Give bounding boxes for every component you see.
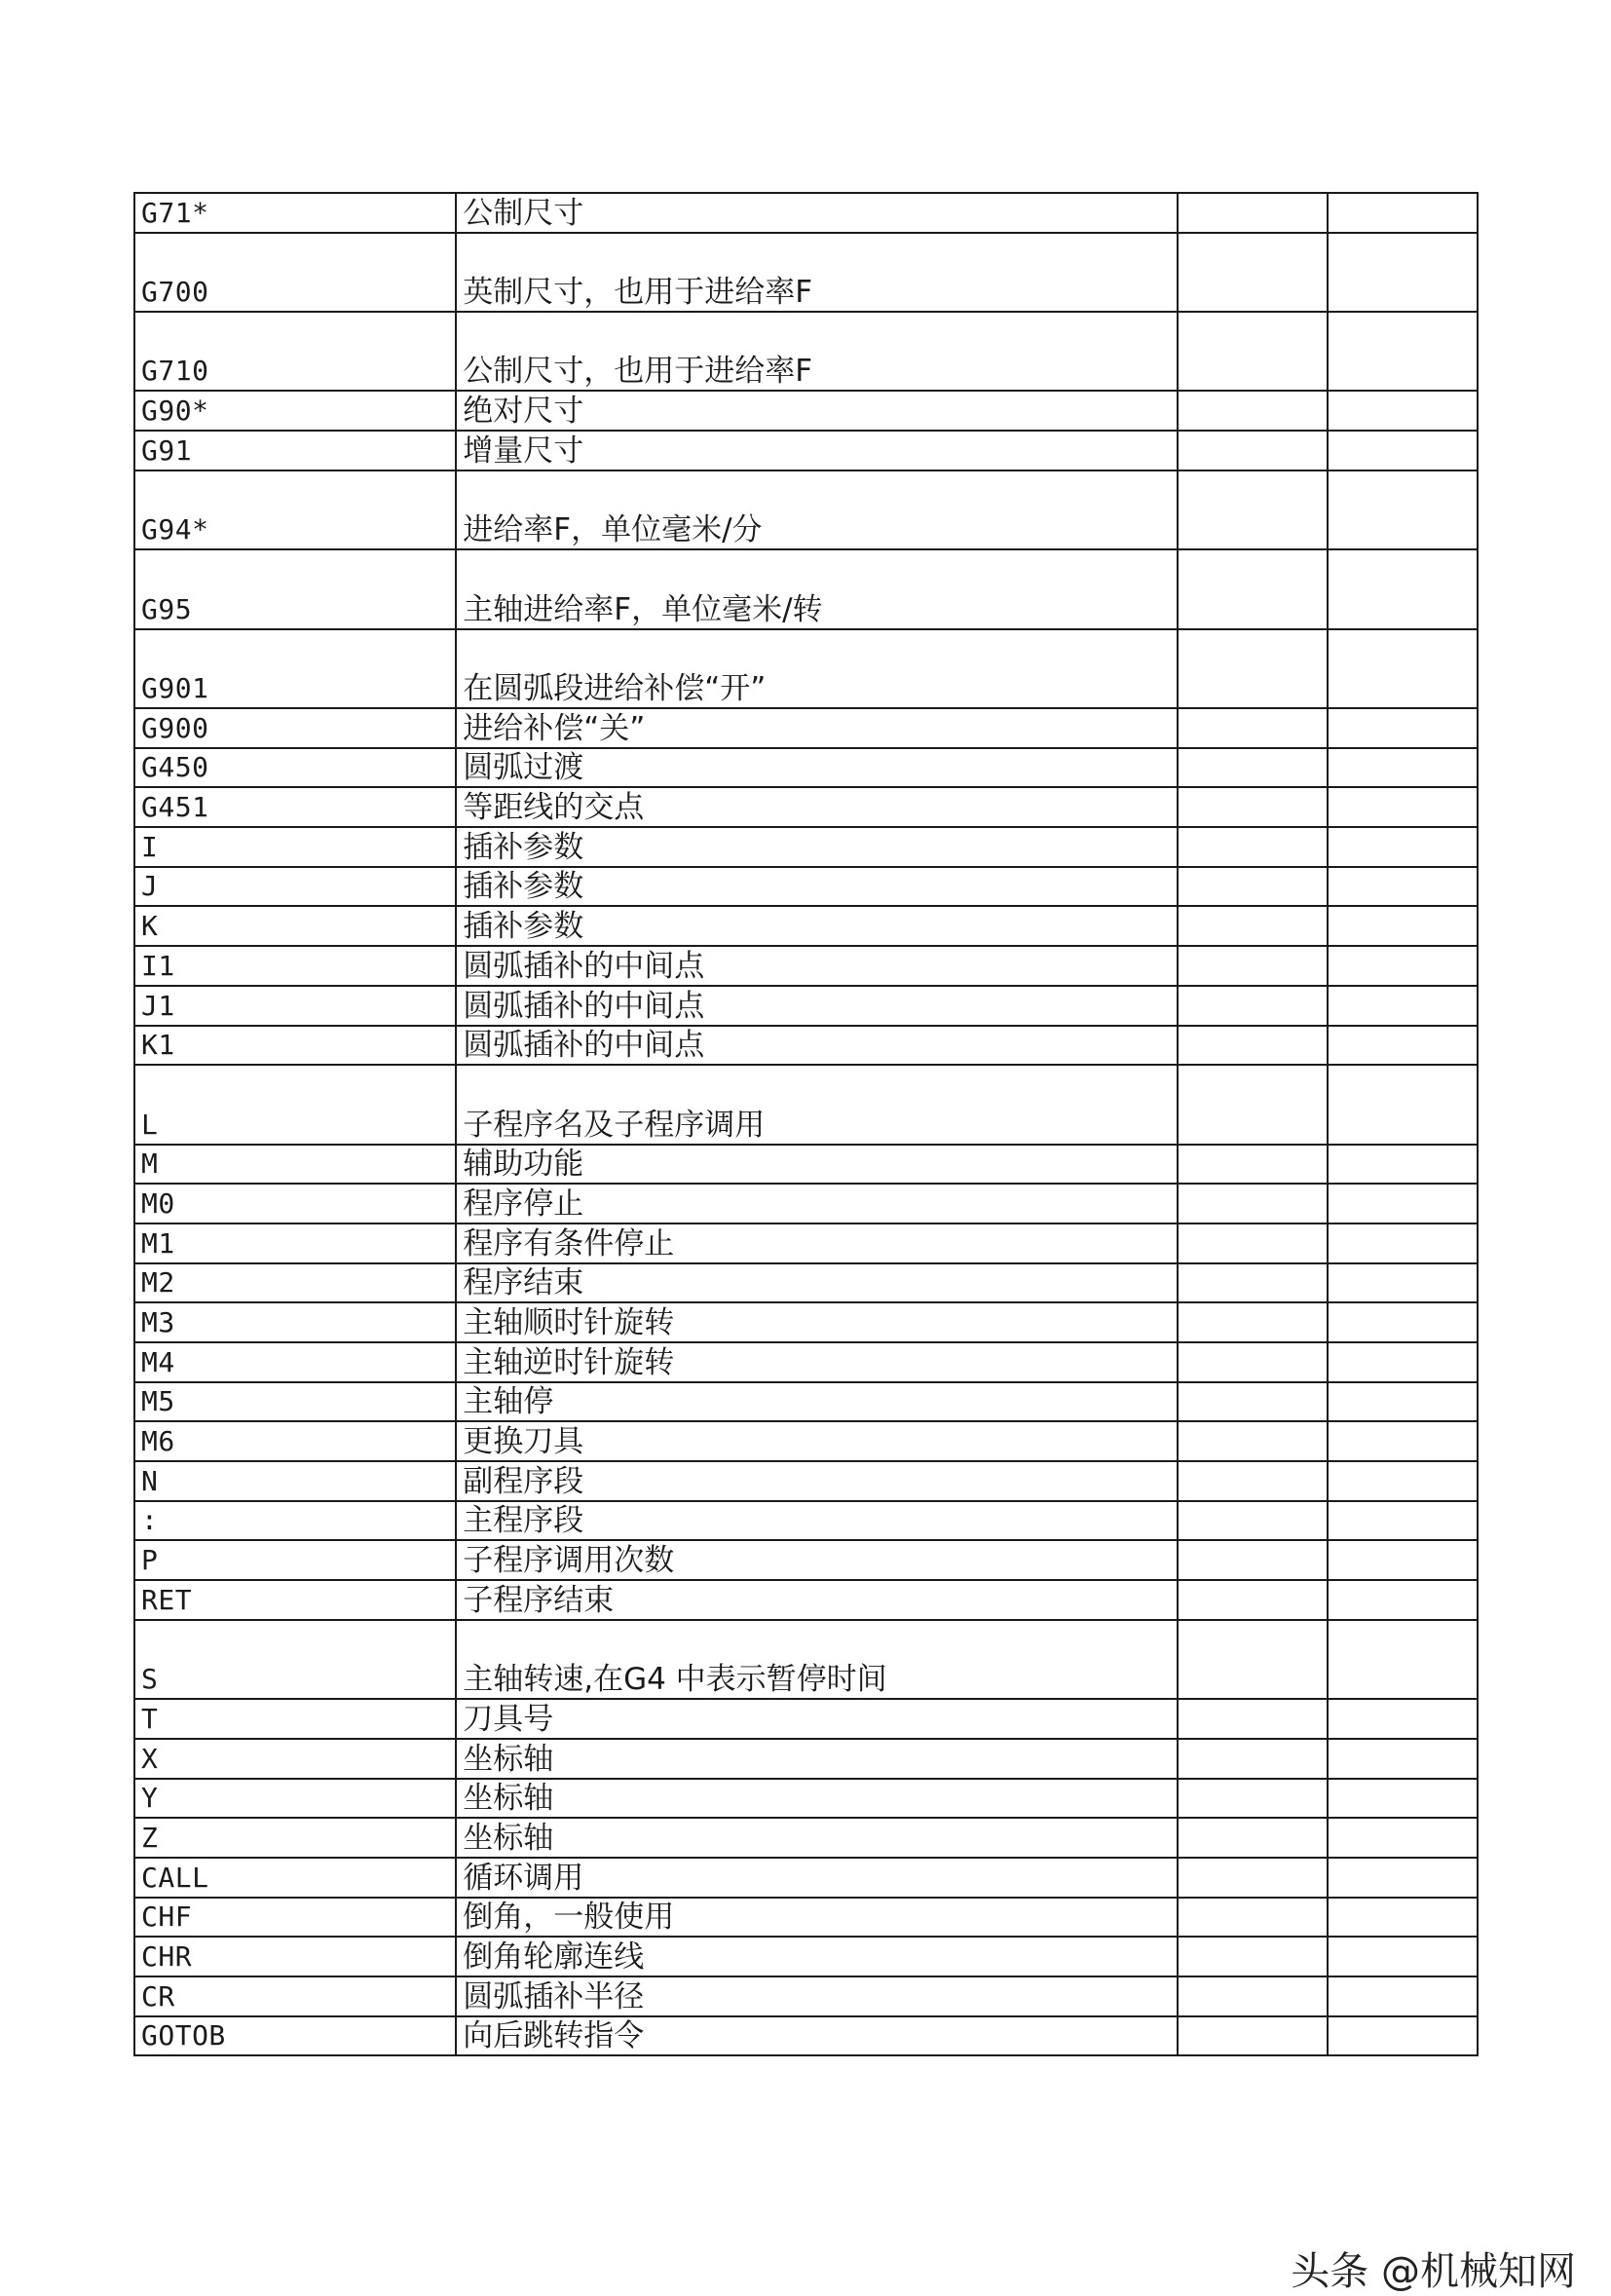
empty-cell [1178,1580,1328,1620]
table-row [134,391,1478,431]
empty-cell [1328,431,1478,470]
command-description-cell: 刀具号 [456,1699,1178,1739]
empty-cell [1178,1421,1328,1461]
table-row [134,867,1478,907]
empty-cell [1178,431,1328,470]
empty-cell [1328,1898,1478,1938]
command-code-cell: Y [134,1779,456,1819]
command-code-cell: G901 [134,629,456,708]
command-code-cell: M0 [134,1184,456,1223]
command-code-cell: G95 [134,549,456,628]
empty-cell [1328,2016,1478,2056]
empty-cell [1178,1382,1328,1422]
empty-cell [1328,787,1478,827]
command-table [133,192,1479,2056]
empty-cell [1178,708,1328,748]
command-code-cell: M2 [134,1263,456,1303]
command-code-cell: I1 [134,946,456,986]
command-description-cell: 圆弧过渡 [456,748,1178,788]
command-description-cell: 倒角，一般使用 [456,1898,1178,1938]
empty-cell [1178,391,1328,431]
command-description-cell: 更换刀具 [456,1421,1178,1461]
command-code-cell: CHR [134,1937,456,1976]
command-code-cell: J1 [134,986,456,1026]
empty-cell [1328,1501,1478,1541]
table-row [134,1898,1478,1938]
empty-cell [1178,1976,1328,2016]
empty-cell [1178,1184,1328,1223]
command-description-cell: 坐标轴 [456,1739,1178,1779]
table-row [134,748,1478,788]
table-row [134,1858,1478,1898]
table-row [134,629,1478,708]
empty-cell [1328,748,1478,788]
command-code-cell: L [134,1065,456,1144]
command-code-cell: X [134,1739,456,1779]
command-code-cell: K1 [134,1026,456,1066]
command-description-cell: 进给率F，单位毫米/分 [456,470,1178,549]
table-row [134,787,1478,827]
command-description-cell: 程序停止 [456,1184,1178,1223]
command-description-cell: 圆弧插补半径 [456,1976,1178,2016]
empty-cell [1328,1065,1478,1144]
empty-cell [1178,1302,1328,1342]
command-code-cell: G900 [134,708,456,748]
empty-cell [1328,1302,1478,1342]
command-code-cell: G94* [134,470,456,549]
empty-cell [1178,1461,1328,1501]
command-description-cell: 插补参数 [456,867,1178,907]
empty-cell [1328,1937,1478,1976]
empty-cell [1178,1937,1328,1976]
command-code-cell: M4 [134,1342,456,1382]
command-description-cell: 等距线的交点 [456,787,1178,827]
command-description-cell: 在圆弧段进给补偿“开” [456,629,1178,708]
command-code-cell: P [134,1540,456,1580]
command-description-cell: 子程序结束 [456,1580,1178,1620]
command-code-cell: CHF [134,1898,456,1938]
table-row [134,827,1478,867]
command-description-cell: 坐标轴 [456,1779,1178,1819]
command-code-cell: G451 [134,787,456,827]
command-description-cell: 循环调用 [456,1858,1178,1898]
table-row [134,1739,1478,1779]
table-row [134,233,1478,312]
empty-cell [1178,312,1328,391]
table-row [134,1342,1478,1382]
empty-cell [1178,1858,1328,1898]
empty-cell [1328,1739,1478,1779]
command-description-cell: 增量尺寸 [456,431,1178,470]
empty-cell [1328,312,1478,391]
table-row [134,470,1478,549]
empty-cell [1178,1779,1328,1819]
table-row [134,1302,1478,1342]
empty-cell [1328,1580,1478,1620]
table-row [134,1937,1478,1976]
table-row [134,1818,1478,1858]
empty-cell [1328,1145,1478,1185]
command-table-body [134,193,1478,2055]
table-row [134,1779,1478,1819]
empty-cell [1178,2016,1328,2056]
command-description-cell: 绝对尺寸 [456,391,1178,431]
command-description-cell: 副程序段 [456,1461,1178,1501]
empty-cell [1328,629,1478,708]
empty-cell [1178,1065,1328,1144]
empty-cell [1178,946,1328,986]
command-description-cell: 公制尺寸 [456,193,1178,233]
table-row [134,1421,1478,1461]
command-code-cell: S [134,1620,456,1699]
command-code-cell: T [134,1699,456,1739]
command-description-cell: 圆弧插补的中间点 [456,1026,1178,1066]
command-code-cell: G91 [134,431,456,470]
empty-cell [1178,787,1328,827]
command-description-cell: 公制尺寸，也用于进给率F [456,312,1178,391]
empty-cell [1178,1223,1328,1263]
table-row [134,1263,1478,1303]
command-description-cell: 主程序段 [456,1501,1178,1541]
empty-cell [1328,1858,1478,1898]
empty-cell [1328,906,1478,946]
empty-cell [1328,1699,1478,1739]
table-row [134,193,1478,233]
command-code-cell: CR [134,1976,456,2016]
watermark-text: 头条 @机械知网 [1291,2249,1576,2294]
command-code-cell: CALL [134,1858,456,1898]
command-code-cell: K [134,906,456,946]
table-row [134,2016,1478,2056]
command-description-cell: 子程序调用次数 [456,1540,1178,1580]
table-row [134,1065,1478,1144]
empty-cell [1328,233,1478,312]
empty-cell [1178,1898,1328,1938]
empty-cell [1178,906,1328,946]
empty-cell [1178,1699,1328,1739]
empty-cell [1328,1461,1478,1501]
table-row [134,1461,1478,1501]
empty-cell [1328,1026,1478,1066]
empty-cell [1178,1620,1328,1699]
empty-cell [1328,1976,1478,2016]
table-row [134,431,1478,470]
table-row [134,1620,1478,1699]
command-description-cell: 圆弧插补的中间点 [456,946,1178,986]
empty-cell [1178,233,1328,312]
empty-cell [1328,1421,1478,1461]
empty-cell [1178,193,1328,233]
command-description-cell: 主轴停 [456,1382,1178,1422]
command-description-cell: 圆弧插补的中间点 [456,986,1178,1026]
empty-cell [1328,827,1478,867]
empty-cell [1178,470,1328,549]
empty-cell [1178,1263,1328,1303]
table-row [134,1223,1478,1263]
table-row [134,1580,1478,1620]
empty-cell [1178,867,1328,907]
empty-cell [1328,1818,1478,1858]
command-code-cell: M5 [134,1382,456,1422]
command-description-cell: 主轴进给率F，单位毫米/转 [456,549,1178,628]
command-description-cell: 子程序名及子程序调用 [456,1065,1178,1144]
command-code-cell: I [134,827,456,867]
table-row [134,1976,1478,2016]
command-code-cell: G700 [134,233,456,312]
empty-cell [1178,748,1328,788]
command-code-cell: M6 [134,1421,456,1461]
command-code-cell: M3 [134,1302,456,1342]
empty-cell [1178,1739,1328,1779]
command-code-cell: G90* [134,391,456,431]
table-row [134,946,1478,986]
command-code-cell: G450 [134,748,456,788]
command-code-cell: : [134,1501,456,1541]
empty-cell [1328,1184,1478,1223]
empty-cell [1178,629,1328,708]
empty-cell [1328,391,1478,431]
empty-cell [1328,946,1478,986]
command-description-cell: 进给补偿“关” [456,708,1178,748]
table-row [134,1145,1478,1185]
empty-cell [1178,1026,1328,1066]
table-row [134,1540,1478,1580]
command-description-cell: 向后跳转指令 [456,2016,1178,2056]
empty-cell [1178,549,1328,628]
table-row [134,906,1478,946]
table-row [134,986,1478,1026]
empty-cell [1178,986,1328,1026]
empty-cell [1328,867,1478,907]
command-code-cell: G710 [134,312,456,391]
empty-cell [1328,1779,1478,1819]
command-description-cell: 坐标轴 [456,1818,1178,1858]
table-row [134,549,1478,628]
empty-cell [1328,1223,1478,1263]
empty-cell [1328,193,1478,233]
empty-cell [1328,708,1478,748]
empty-cell [1178,1145,1328,1185]
table-row [134,708,1478,748]
command-description-cell: 插补参数 [456,827,1178,867]
command-code-cell: G71* [134,193,456,233]
command-description-cell: 主轴顺时针旋转 [456,1302,1178,1342]
command-code-cell: Z [134,1818,456,1858]
table-row [134,1026,1478,1066]
command-description-cell: 辅助功能 [456,1145,1178,1185]
command-description-cell: 倒角轮廓连线 [456,1937,1178,1976]
table-row [134,1501,1478,1541]
command-description-cell: 英制尺寸，也用于进给率F [456,233,1178,312]
empty-cell [1178,1540,1328,1580]
command-description-cell: 程序结束 [456,1263,1178,1303]
command-description-cell: 插补参数 [456,906,1178,946]
empty-cell [1178,827,1328,867]
table-row [134,312,1478,391]
empty-cell [1328,1342,1478,1382]
empty-cell [1178,1818,1328,1858]
table-row [134,1699,1478,1739]
command-description-cell: 程序有条件停止 [456,1223,1178,1263]
command-code-cell: RET [134,1580,456,1620]
empty-cell [1328,470,1478,549]
empty-cell [1178,1501,1328,1541]
empty-cell [1328,1382,1478,1422]
empty-cell [1178,1342,1328,1382]
command-code-cell: N [134,1461,456,1501]
command-description-cell: 主轴转速,在G4 中表示暂停时间 [456,1620,1178,1699]
command-code-cell: GOTOB [134,2016,456,2056]
table-row [134,1382,1478,1422]
table-row [134,1184,1478,1223]
empty-cell [1328,1540,1478,1580]
empty-cell [1328,1620,1478,1699]
empty-cell [1328,1263,1478,1303]
command-code-cell: M [134,1145,456,1185]
empty-cell [1328,986,1478,1026]
command-code-cell: J [134,867,456,907]
empty-cell [1328,549,1478,628]
command-description-cell: 主轴逆时针旋转 [456,1342,1178,1382]
command-code-cell: M1 [134,1223,456,1263]
